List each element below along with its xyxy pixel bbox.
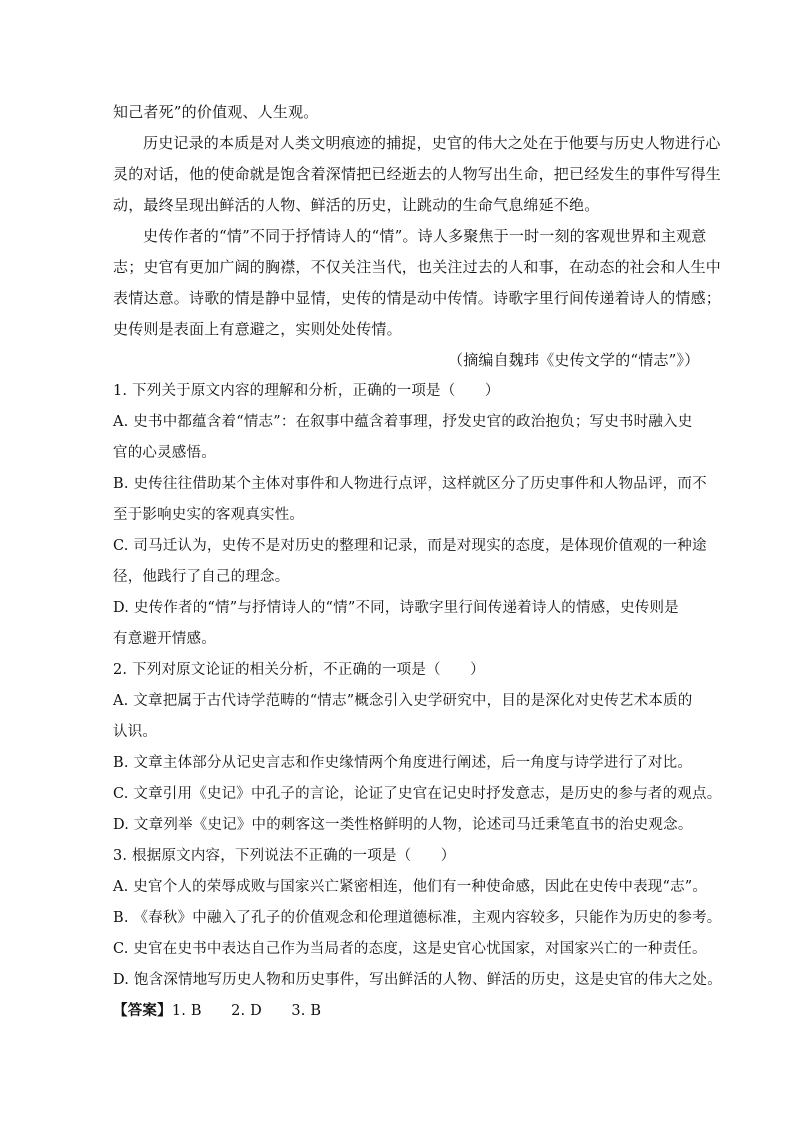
question-option: C. 文章引用《史记》中孔子的言论，论证了史官在记史时抒发意志，是历史的参与者的观点。 bbox=[113, 786, 722, 802]
question-option: D. 史传作者的“情”与抒情诗人的“情”不同，诗歌字里行间传递着诗人的情感，史传则是 bbox=[113, 600, 679, 616]
question-2-stem: 2. 下列对原文论证的相关分析，不正确的一项是（ ） bbox=[113, 662, 485, 678]
question-option: 官的心灵感悟。 bbox=[113, 445, 216, 461]
question-option: 至于影响史实的客观真实性。 bbox=[113, 507, 305, 523]
passage-line: 史传则是表面上有意避之，实则处处传情。 bbox=[113, 320, 402, 338]
question-option: B. 文章主体部分从记史言志和作史缘情两个角度进行阐述，后一角度与诗学进行了对比。 bbox=[113, 755, 693, 771]
passage-line: 志；史官有更加广阔的胸襟，不仅关注当代，也关注过去的人和事，在动态的社会和人生中 bbox=[113, 258, 722, 276]
question-option: A. 文章把属于古代诗学范畴的“情志”概念引入史学研究中，目的是深化对史传艺术本质的 bbox=[113, 693, 693, 709]
question-option: D. 文章列举《史记》中的刺客这一类性格鲜明的人物，论述司马迁秉笔直书的治史观念。 bbox=[113, 817, 693, 833]
passage-line: 历史记录的本质是对人类文明痕迹的捕捉，史官的伟大之处在于他要与历史人物进行心 bbox=[143, 134, 721, 152]
source-citation: （摘编自魏玮《史传文学的“情志”》） bbox=[448, 351, 700, 369]
question-option: A. 史官个人的荣辱成败与国家兴亡紧密相连，他们有一种使命感，因此在史传中表现“志”。 bbox=[113, 879, 708, 895]
answer-label: 【答案】 bbox=[113, 1002, 172, 1019]
question-option: D. 饱含深情地写历史人物和历史事件，写出鲜活的人物、鲜活的历史，这是史官的伟大之处。 bbox=[113, 972, 722, 988]
passage-line: 史传作者的“情”不同于抒情诗人的“情”。诗人多聚焦于一时一刻的客观世界和主观意 bbox=[143, 227, 707, 245]
question-option: 有意避开情感。 bbox=[113, 631, 216, 647]
question-1-stem: 1. 下列关于原文内容的理解和分析，正确的一项是（ ） bbox=[113, 383, 500, 399]
passage-line: 知己者死”的价值观、人生观。 bbox=[113, 103, 319, 121]
question-option: C. 司马迁认为，史传不是对历史的整理和记录，而是对现实的态度，是体现价值观的一种途 bbox=[113, 538, 707, 554]
passage-line: 动，最终呈现出鲜活的人物、鲜活的历史，让跳动的生命气息绵延不绝。 bbox=[113, 196, 600, 214]
question-option: A. 史书中都蕴含着“情志”：在叙事中蕴含着事理，抒发史官的政治抱负；写史书时融入史 bbox=[113, 414, 693, 430]
question-option: C. 史官在史书中表达自己作为当局者的态度，这是史官心忧国家，对国家兴亡的一种责任。 bbox=[113, 941, 707, 957]
question-option: 径，他践行了自己的理念。 bbox=[113, 569, 290, 585]
answer-values: 1. B 2. D 3. B bbox=[171, 1003, 322, 1019]
answer-line bbox=[113, 1001, 321, 1021]
passage-line: 灵的对话，他的使命就是饱含着深情把已经逝去的人物写出生命，把已经发生的事件写得生 bbox=[113, 165, 722, 183]
question-3-stem: 3. 根据原文内容，下列说法不正确的一项是（ ） bbox=[113, 848, 456, 864]
question-option: B. 《春秋》中融入了孔子的价值观念和伦理道德标准，主观内容较多，只能作为历史的参考。 bbox=[113, 910, 722, 926]
question-option: 认识。 bbox=[113, 724, 158, 740]
passage-line: 表情达意。诗歌的情是静中显情，史传的情是动中传情。诗歌字里行间传递着诗人的情感； bbox=[113, 289, 722, 307]
question-option: B. 史传往往借助某个主体对事件和人物进行点评，这样就区分了历史事件和人物品评，而不 bbox=[113, 476, 707, 492]
